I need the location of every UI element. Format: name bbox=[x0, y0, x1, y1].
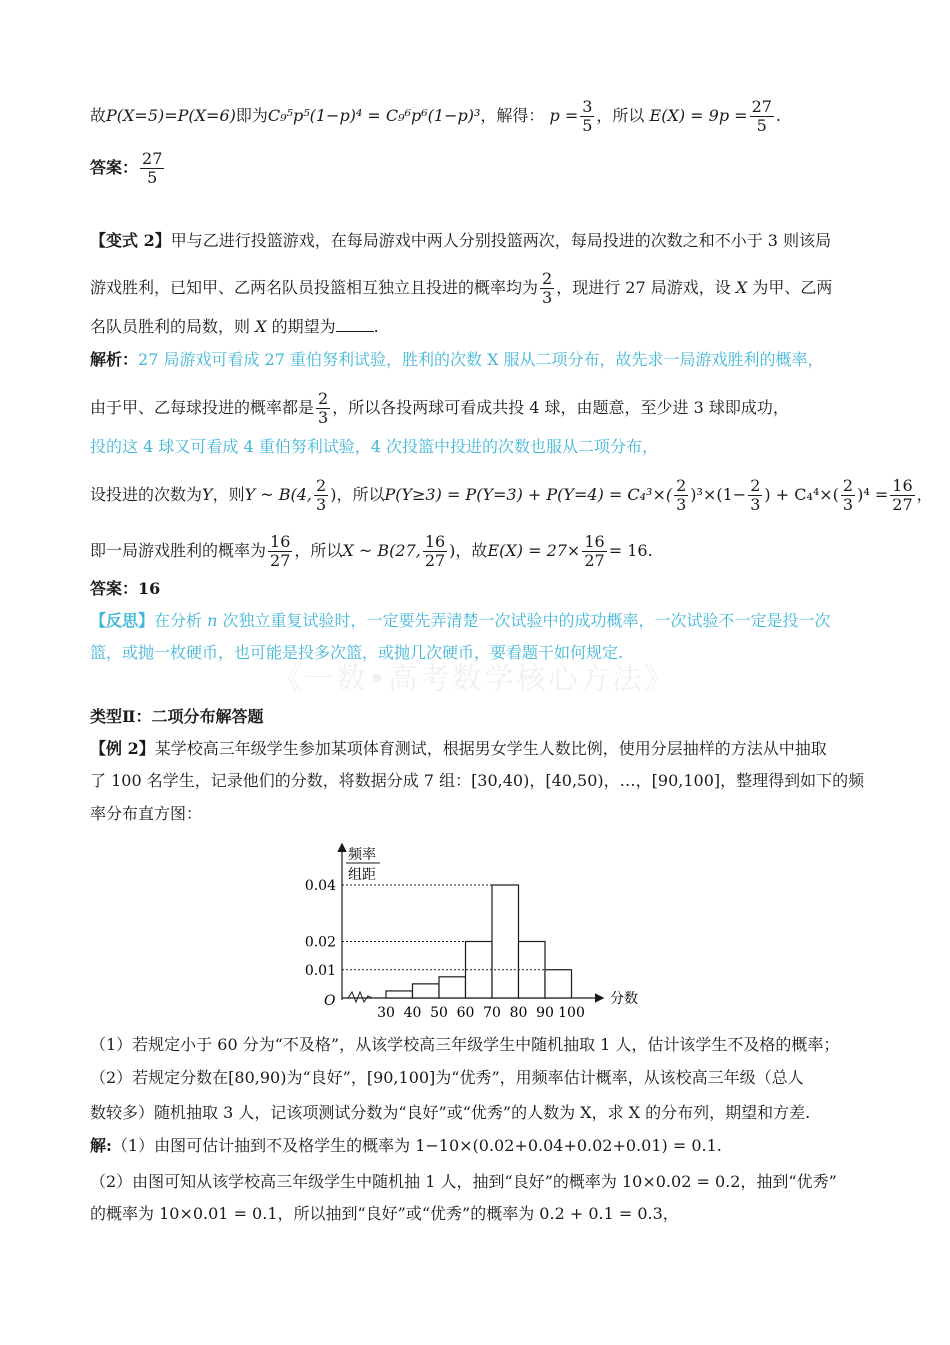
solution-line1: 解析：27 局游戏可看成 27 重伯努利试验，胜利的次数 X 服从二项分布，故先求一局游戏胜利的概率， bbox=[90, 350, 824, 369]
question-2-line2: 数较多）随机抽取 3 人，记该项测试分数为“良好”或“优秀”的人数为 X，求 X 的分布列，期望和方差. bbox=[90, 1103, 811, 1122]
histogram-bar bbox=[386, 991, 413, 998]
x-tick-label: 80 bbox=[509, 1005, 528, 1021]
variant2-line2: 游戏胜利，已知甲、乙两名队员投篮相互独立且投进的概率均为 $\frac{2}{3}$ ，现进行 27 局游戏，设 X 为甲、乙两 bbox=[90, 269, 833, 307]
answer-blank bbox=[336, 317, 374, 332]
example2-line2: 了 100 名学生，记录他们的分数，将数据分成 7 组：[30,40)，[40,50)，…，[90,100]，整理得到如下的频 bbox=[90, 771, 865, 790]
x-tick-label: 40 bbox=[403, 1005, 422, 1021]
x-tick-label: 50 bbox=[430, 1005, 448, 1021]
x-axis-label: 分数 bbox=[610, 991, 638, 1007]
fraction: $\frac{3}{5}$ bbox=[582, 97, 593, 135]
histogram-bar bbox=[413, 984, 440, 998]
answer-2: 答案：16 bbox=[90, 579, 161, 598]
y-tick-label: 0.02 bbox=[304, 934, 336, 951]
watermark: 《一数•高考数学核心方法》 bbox=[272, 662, 676, 697]
y-label-top: 频率 bbox=[348, 847, 376, 863]
reflection-line2: 篮，或抛一枚硬币，也可能是投多次篮，或抛几次硬币，要看题干如何规定. bbox=[90, 643, 624, 662]
x-tick-label: 90 bbox=[536, 1005, 554, 1021]
variant2-line3: 名队员胜利的局数，则 X 的期望为 . bbox=[90, 317, 379, 336]
example2-line3: 率分布直方图： bbox=[90, 804, 203, 823]
solution-line5: 即一局游戏胜利的概率为 $\frac{16}{27}$ ，所以X ~ B(27, $\frac{16}{27}$ )，故E(X) = 27× $\frac{16}{27}$ = 16. bbox=[90, 532, 653, 570]
solution-line4: 设投进的次数为Y，则Y ~ B(4, $\frac{2}{3}$ )，所以P(Y≥3) = P(Y=3) + P(Y=4) = C₄³×( $\frac{2}{3}$ )³×(1− $\frac{2}{3}$ ) + C₄⁴×( $\frac{2}{3}$ )⁴ = $\frac{16}{27}$ ， bbox=[90, 476, 933, 514]
answer-part1: 解:（1）由图可估计抽到不及格学生的概率为 1−10×(0.02+0.04+0.02+0.01) = 0.1. bbox=[90, 1136, 722, 1155]
frequency-histogram bbox=[290, 835, 660, 1025]
answer-part2-line2: 的概率为 10×0.01 = 0.1，所以抽到“良好”或“优秀”的概率为 0.2 + 0.1 = 0.3， bbox=[90, 1204, 679, 1223]
question-1: （1）若规定小于 60 分为“不及格”，从该学校高三年级学生中随机抽取 1 人，估计该学生不及格的概率； bbox=[90, 1035, 840, 1054]
answer-1: 答案： $\frac{27}{5}$ bbox=[90, 149, 163, 187]
top-equation-line: 故P(X=5)=P(X=6)即为C₉⁵p⁵(1−p)⁴ = C₉⁶p⁶(1−p)³，解得： p = $\frac{3}{5}$ ，所以 E(X) = 9p = $\frac{27}{5}$ . bbox=[90, 97, 782, 135]
x-tick-label: 70 bbox=[483, 1005, 501, 1021]
section-heading: 类型Ⅱ：二项分布解答题 bbox=[90, 707, 264, 726]
axis-break-icon bbox=[348, 992, 372, 1002]
origin-label: O bbox=[324, 993, 336, 1009]
question-2-line1: （2）若规定分数在[80,90)为“良好”，[90,100]为“优秀”，用频率估计概率，从该校高三年级（总人 bbox=[90, 1068, 804, 1087]
histogram-bar bbox=[439, 977, 466, 998]
example2-line1: 【例 2】某学校高三年级学生参加某项体育测试，根据男女学生人数比例，使用分层抽样的方法从中抽取 bbox=[90, 739, 827, 758]
variant2-line1: 【变式 2】甲与乙进行投篮游戏，在每局游戏中两人分别投篮两次，每局投进的次数之和不小于 3 则该局 bbox=[90, 231, 832, 250]
reflection-line1: 【反思】在分析 n 次独立重复试验时，一定要先弄清楚一次试验中的成功概率，一次试验不一定是投一次 bbox=[90, 611, 831, 630]
solution-line3: 投的这 4 球又可看成 4 重伯努利试验，4 次投篮中投进的次数也服从二项分布， bbox=[90, 437, 658, 456]
y-tick-label: 0.01 bbox=[304, 962, 336, 979]
y-label-bottom: 组距 bbox=[348, 867, 376, 883]
y-tick-label: 0.04 bbox=[304, 878, 336, 894]
x-tick-label: 60 bbox=[456, 1005, 475, 1021]
x-tick-label: 30 bbox=[377, 1005, 395, 1021]
solution-line2: 由于甲、乙每球投进的概率都是 $\frac{2}{3}$ ，所以各投两球可看成共投 4 球，由题意，至少进 3 球即成功， bbox=[90, 389, 789, 427]
histogram-bar bbox=[545, 970, 572, 998]
fraction: $\frac{27}{5}$ bbox=[751, 97, 772, 135]
answer-part2-line1: （2）由图可知从该学校高三年级学生中随机抽 1 人，抽到“良好”的概率为 10×0.02 = 0.2，抽到“优秀” bbox=[90, 1172, 837, 1191]
x-tick-label: 100 bbox=[558, 1005, 585, 1021]
histogram-bar bbox=[492, 885, 519, 998]
